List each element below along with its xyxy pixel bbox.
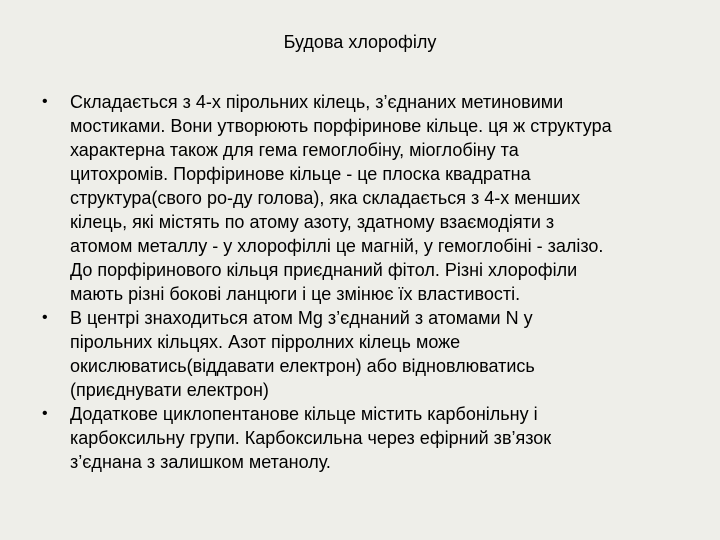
bullet-item	[40, 306, 690, 402]
bullet-line: До порфіринового кільця приєднаний фітол. Різні хлорофіли	[70, 260, 578, 280]
bullet-line: з’єднана з залишком метанолу.	[70, 452, 331, 472]
bullet-list	[40, 90, 690, 474]
bullet-line: карбоксильну групи. Карбоксильна через ефірний зв’язок	[70, 428, 552, 448]
bullet-text	[70, 90, 690, 306]
bullet-line: Складається з 4-х пірольних кілець, з’єднаних метиновими	[70, 92, 564, 112]
bullet-line: (приєднувати електрон)	[70, 380, 269, 400]
bullet-line: мостиками. Вони утворюють порфіринове кільце. ця ж структура	[70, 116, 612, 136]
bullet-item	[40, 90, 690, 306]
bullet-line: атомом металлу - у хлорофіллі це магній, у гемоглобіні - залізо.	[70, 236, 604, 256]
bullet-line: окислюватись(віддавати електрон) або відновлюватись	[70, 356, 535, 376]
slide-title: Будова хлорофілу	[283, 32, 437, 52]
bullet-text	[70, 402, 690, 474]
bullet-line: пірольних кільцях. Азот пірролних кілець може	[70, 332, 461, 352]
bullet-line: структура(свого ро-ду голова), яка складається з 4-х менших	[70, 188, 581, 208]
bullet-text	[70, 306, 690, 402]
bullet-line: мають різні бокові ланцюги і це змінює їх властивості.	[70, 284, 521, 304]
bullet-line: Додаткове циклопентанове кільце містить карбонільну і	[70, 404, 538, 424]
bullet-line: цитохромів. Порфіринове кільце - це плоска квадратна	[70, 164, 531, 184]
bullet-line: кілець, які містять по атому азоту, здатному взаємодіяти з	[70, 212, 555, 232]
bullet-line: характерна також для гема гемоглобіну, міоглобіну та	[70, 140, 519, 160]
bullet-dot: •	[42, 405, 48, 422]
bullet-dot: •	[42, 309, 48, 326]
bullet-item	[40, 402, 690, 474]
bullet-dot: •	[42, 93, 48, 110]
bullet-line: В центрі знаходиться атом Mg з’єднаний з атомами N у	[70, 308, 533, 328]
